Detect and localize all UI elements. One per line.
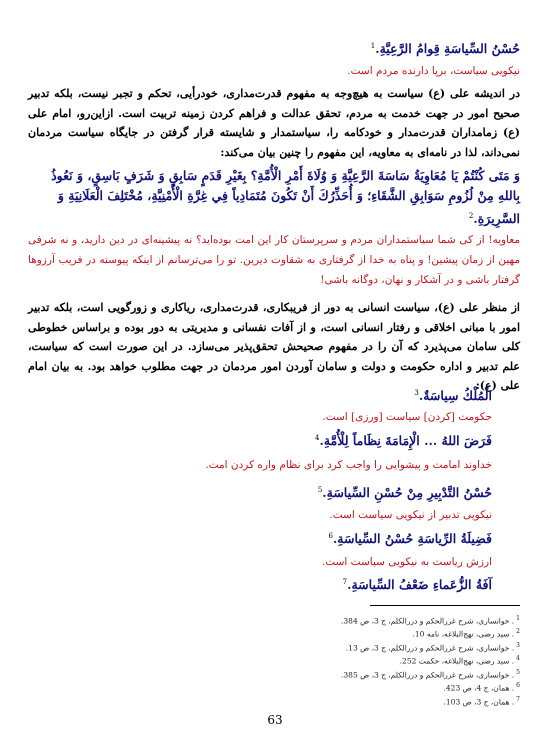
- footnote-text: . سید رضی، نهج‌البلاغه، حکمت 252.: [399, 656, 515, 666]
- footnote-7: [220, 694, 520, 708]
- body-paragraph-1: در اندیشه علی (ع) سیاست به هیچ‌وجه به مفهوم قدرت‌مداری، خودرأیی، تحکم و تجبر نیست، بلکه تدبیر صحیح امور در جهت خدمت به مردم، تحقق عدالت و فراهم کردن زمینه تربیت است. ازاین‌رو، امام علی (ع) زمامداران قدرت‌مدار و خودکامه را، سیاستمدار و شایسته قرار گرفتن در جایگاه سیاست مردمان نمی‌داند، لذا در نامه‌ای به معاویه، این مفهوم را چنین بیان می‌کند:: [28, 87, 520, 159]
- footnote-3: [220, 640, 520, 654]
- footnote-ref: 2: [468, 212, 474, 220]
- footnote-5: [220, 667, 520, 681]
- quote-4-translation: خداوند امامت و پیشوایی را واجب کرد برای نظام واره کردن امت.: [205, 459, 492, 471]
- body-paragraph-2: از منظر علی (ع)، سیاست انسانی به دور از فریبکاری، قدرت‌مداری، ریاکاری و زورگویی است، بلکه تدبیر امور با مبانی اخلاقی و رفتار انسانی است، و از آفات نفسانی و مدیریتی به دور بوده و براساس خطوطی کلی سامان می‌پذیرد که آن را در مفهوم صحیحش تحقق‌پذیر می‌سازد. در این صورت است که سیاست، علم تدبیر و اداره حکومت و دولت و سامان آوردن امور مردمان در جهت مطلوب خواهد بود. به بیان امام علی (ع):: [28, 301, 520, 393]
- footnote-ref: 1: [370, 42, 376, 50]
- quote-text: الْمُلْكُ سِیاسَةٌ.: [418, 388, 492, 404]
- footnote-4: [220, 653, 520, 667]
- translation-2: معاویه! از کی شما سیاستمداران مردم و سرپرستان کار این امت بوده‌اید؟ نه پیشینه‌ای در دین دارید، و نه شرفی مهین از زمان پیشین! و پناه به خدا از گرفتاری به شقاوت دیرین. تو را می‌ترسانم از اینکه پیوسته در فریب آرزوها گرفتار باشی و در آشکار و نهان، دوگانه باشی!: [28, 234, 520, 286]
- quote-text: حُسْنُ التَّدْبِیرِ مِنْ حُسْنِ السِّیاسَةِ.: [322, 485, 492, 501]
- footnote-text: . همان، ج 4، ص 423.: [443, 683, 515, 693]
- quote-4: [52, 428, 492, 451]
- quote-3-translation: حکومت [کردن] سیاست [ورزی] است.: [322, 411, 492, 423]
- footnote-divider: [370, 605, 520, 606]
- footnote-2: [220, 626, 520, 640]
- footnote-ref: 7: [342, 578, 348, 586]
- quote-text: آفَةُ الزُّعَماءِ ضَعْفُ السِّیاسَةِ.: [347, 577, 492, 593]
- footnote-number: 7: [516, 696, 520, 703]
- quote-3: [52, 383, 492, 406]
- arabic-quote-1: [28, 36, 520, 59]
- quote-7: [52, 572, 492, 595]
- footnote-number: 4: [516, 655, 520, 662]
- quote-5: [52, 480, 492, 503]
- footnote-text: . سید رضی، نهج‌البلاغه، نامه 10.: [412, 629, 515, 639]
- footnote-text: . خوانساری، شرح غررالحکم و دررالکلم، ج 3، ص 384.: [341, 616, 515, 626]
- footnote-1: [220, 613, 520, 627]
- footnote-text: . همان، ج 3، ص 103.: [443, 697, 515, 707]
- quote-6-translation: ارزش ریاست به نیکویی سیاست است.: [321, 556, 492, 568]
- footnote-number: 6: [516, 682, 520, 689]
- footnote-ref: 4: [315, 434, 320, 442]
- footnote-6: [220, 680, 520, 694]
- quote-5-translation: نیکویی تدبیر از نیکویی سیاست است.: [329, 509, 492, 521]
- quote-text: حُسْنُ السِّیاسَةِ قِوامُ الرَّعِیَّةِ.: [375, 41, 520, 57]
- arabic-quote-2: [28, 166, 520, 229]
- footnote-ref: 5: [317, 486, 323, 494]
- quote-text: فَرَضَ اللهُ ... الْإِمَامَةَ نِظَاماً لِلْأُمَّةِ.: [319, 433, 492, 449]
- footnote-number: 2: [516, 628, 520, 635]
- quote-text: وَ مَتَى كُنْتُمْ يَا مُعَاوِيَةُ سَاسَةَ الرَّعِيَّةِ وَ وُلَاةَ أَمْرِ الْأُمَّةِ؟ بِغَيْرِ قَدَمٍ سَابِقٍ وَ شَرَفٍ بَاسِقٍ، وَ نَعُوذُ بِاللهِ مِنْ لُزُومِ سَوَابِقِ الشَّقَاءِ؛ وَ أُحَذِّرُكَ أَنْ تَكُونَ مُتَمَادِياً فِي غِرَّةِ الْأُمْنِيَّةِ، مُخْتَلِفَ الْعَلَانِيَةِ وَ السَّرِيرَةِ.: [51, 168, 520, 227]
- quote-text: فَضِیلَةُ الرِّیاسَةِ حُسْنُ السِّیاسَةِ.: [332, 531, 492, 547]
- page-number: 63: [267, 713, 283, 727]
- footnote-text: . خوانساری، شرح غررالحکم و دررالکلم، ج 3، ص 13.: [345, 643, 515, 653]
- footnote-number: 1: [516, 615, 520, 622]
- translation-1: نیکویی سیاست، برپا دارنده مردم است.: [347, 65, 520, 77]
- footnote-text: . خوانساری، شرح غررالحکم و دررالکلم، ج 3، ص 385.: [341, 670, 515, 680]
- footnote-ref: 6: [328, 532, 333, 540]
- footnote-number: 3: [516, 642, 520, 649]
- quote-6: [52, 526, 492, 549]
- footnote-ref: 3: [414, 389, 419, 397]
- footnote-number: 5: [516, 669, 520, 676]
